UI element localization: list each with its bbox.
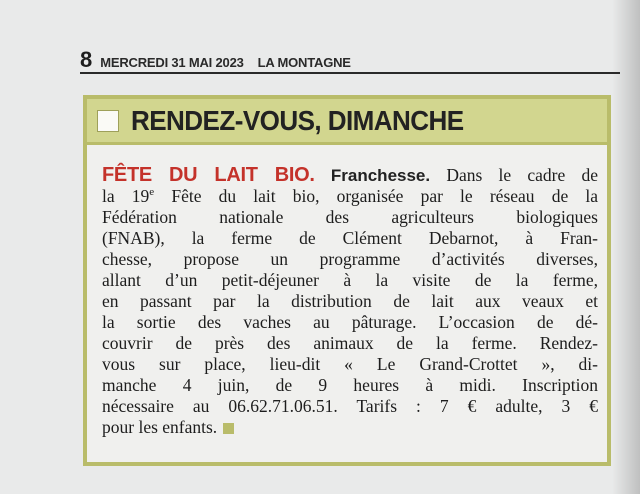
page-number: 8 xyxy=(80,47,93,72)
article-kicker: FÊTE DU LAIT BIO. xyxy=(102,164,315,186)
article-box xyxy=(83,95,611,466)
article-line: chesse, propose un programme d’activités diverses, xyxy=(102,249,598,269)
article-line: couvrir de près des animaux de la ferme. Rendez- xyxy=(102,333,598,353)
article-place: Franchesse. xyxy=(330,166,431,185)
ordinal-superscript: e xyxy=(149,186,155,199)
article-line: Fédération nationale des agriculteurs biologiques xyxy=(102,207,598,227)
publication-name: LA MONTAGNE xyxy=(257,55,351,70)
article-line: vous sur place, lieu-dit « Le Grand-Crottet », di- xyxy=(102,354,598,374)
article-line-1-text: Dans le cadre de xyxy=(430,165,598,185)
article-line: (FNAB), la ferme de Clément Debarnot, à Fran- xyxy=(102,228,598,248)
rubric-square-icon xyxy=(97,110,119,132)
issue-date: MERCREDI 31 MAI 2023 xyxy=(100,55,244,70)
rubric-title: RENDEZ-VOUS, DIMANCHE xyxy=(131,104,464,136)
article-line: allant d’un petit-déjeuner à la visite de la ferme, xyxy=(102,270,598,290)
article-line xyxy=(102,417,598,438)
page-edge-shadow xyxy=(612,0,640,494)
article-line: la sortie des vaches au pâturage. L’occasion de dé- xyxy=(102,312,598,332)
article-body xyxy=(102,165,598,438)
rubric-banner xyxy=(87,99,607,145)
article-line xyxy=(102,165,598,186)
article-line-2-rest: Fête du lait bio, organisée par le réseau de la xyxy=(154,186,598,206)
article-last-line-text: pour les enfants. xyxy=(102,417,218,437)
page-header xyxy=(80,47,620,74)
article-line: manche 4 juin, de 9 heures à midi. Inscription xyxy=(102,375,598,395)
article-line: nécessaire au 06.62.71.06.51. Tarifs : 7 € adulte, 3 € xyxy=(102,396,598,416)
article-line: en passant par la distribution de lait aux veaux et xyxy=(102,291,598,311)
article-line xyxy=(102,186,598,207)
article-line-2-text: la 19 xyxy=(102,186,150,206)
end-of-article-square-icon xyxy=(223,423,234,434)
